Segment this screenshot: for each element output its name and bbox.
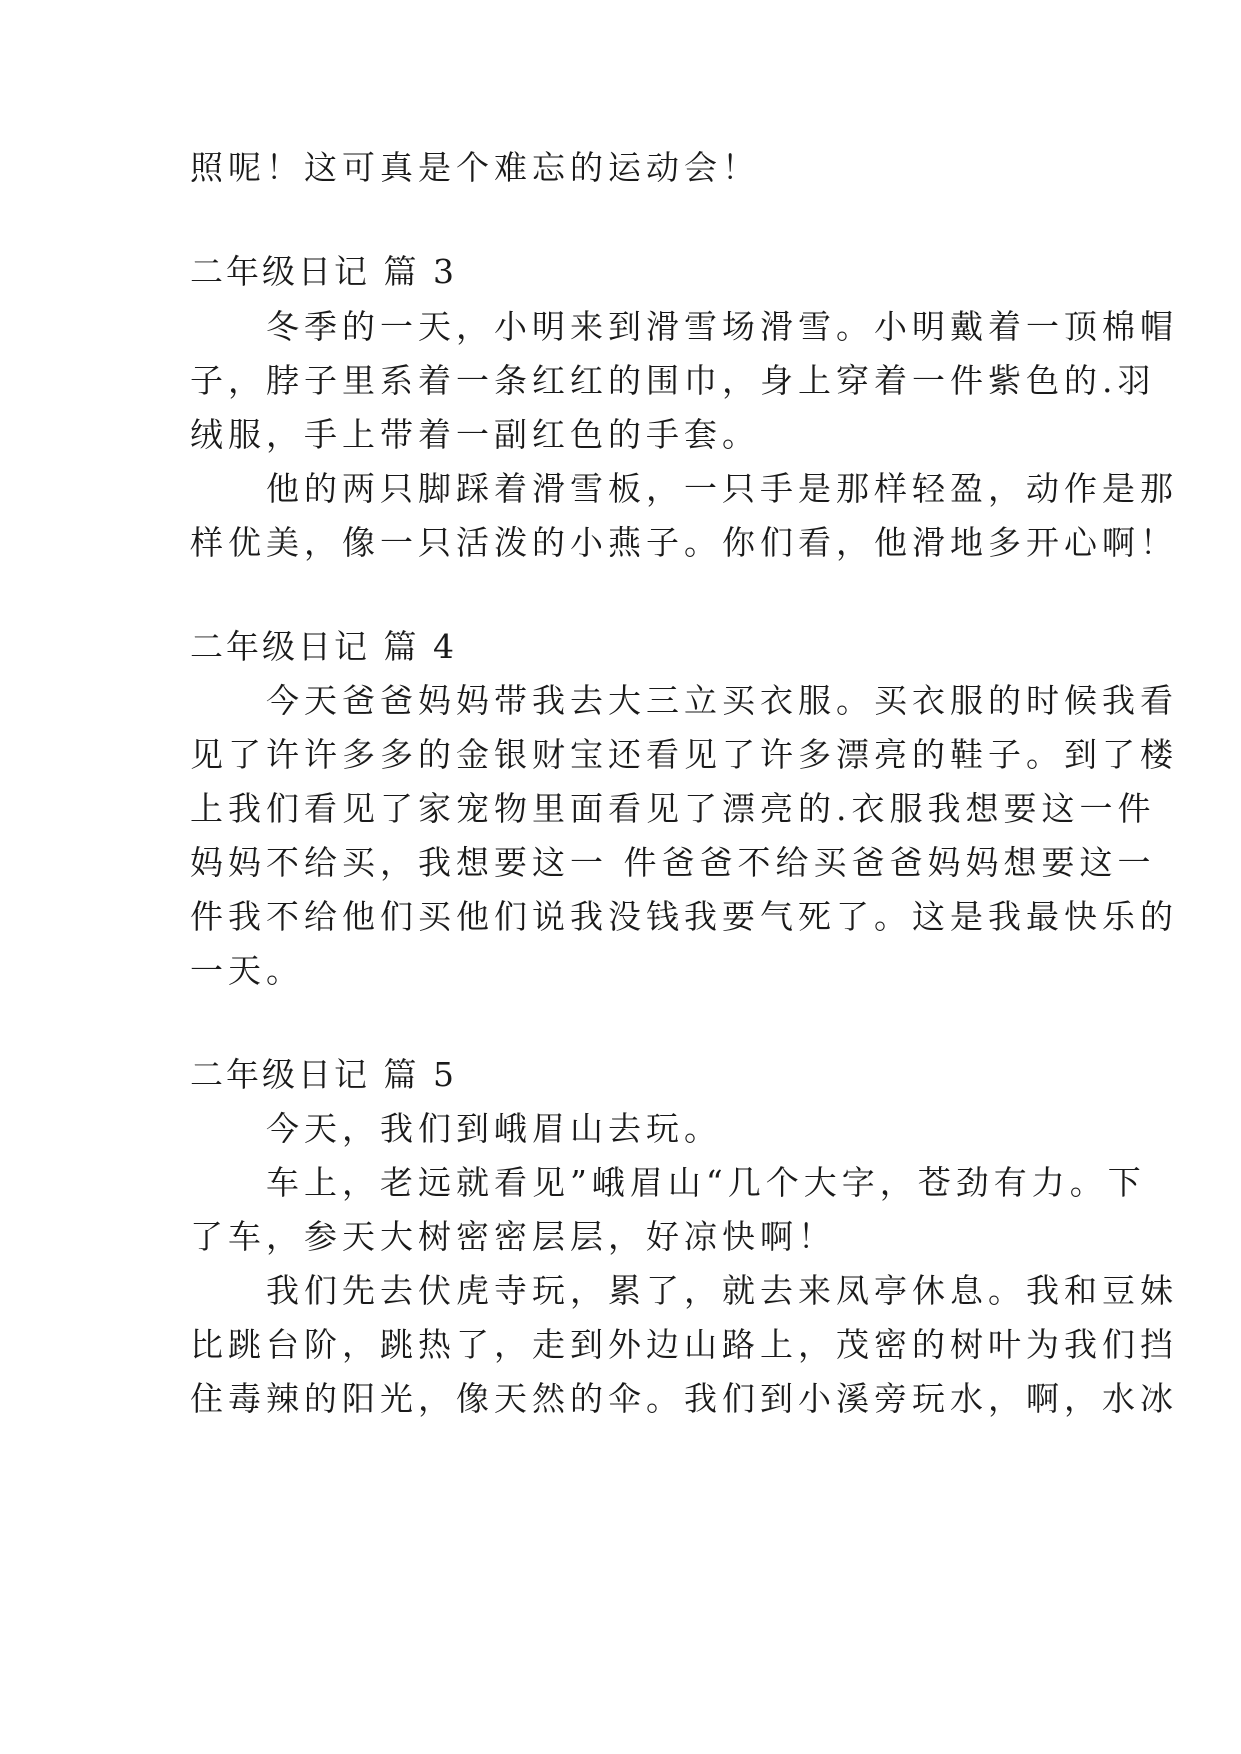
section-heading-5: 二年级日记 篇 5 [190, 1055, 457, 1094]
paragraph-line: 绒服，手上带着一副红色的手套。 [190, 415, 760, 454]
paragraph-line: 车上，老远就看见”峨眉山“几个大字，苍劲有力。下 [190, 1163, 1146, 1202]
paragraph-line: 今天爸爸妈妈带我去大三立买衣服。买衣服的时候我看 [190, 681, 1178, 720]
paragraph-line: 妈妈不给买，我想要这一 件爸爸不给买爸爸妈妈想要这一 [190, 843, 1156, 882]
paragraph-line: 见了许许多多的金银财宝还看见了许多漂亮的鞋子。到了楼 [190, 735, 1178, 774]
paragraph-line: 了车，参天大树密密层层，好凉快啊！ [190, 1217, 836, 1256]
paragraph-line: 今天，我们到峨眉山去玩。 [190, 1109, 722, 1148]
paragraph-line: 子，脖子里系着一条红红的围巾，身上穿着一件紫色的.羽 [190, 361, 1156, 400]
paragraph-line: 件我不给他们买他们说我没钱我要气死了。这是我最快乐的 [190, 897, 1178, 936]
paragraph-line: 样优美，像一只活泼的小燕子。你们看，他滑地多开心啊！ [190, 523, 1178, 562]
paragraph-line: 他的两只脚踩着滑雪板，一只手是那样轻盈，动作是那 [190, 469, 1178, 508]
paragraph-line: 比跳台阶，跳热了，走到外边山路上，茂密的树叶为我们挡 [190, 1325, 1178, 1364]
paragraph-line: 我们先去伏虎寺玩，累了，就去来凤亭休息。我和豆妹 [190, 1271, 1178, 1310]
paragraph-line: 住毒辣的阳光，像天然的伞。我们到小溪旁玩水，啊，水冰 [190, 1379, 1178, 1418]
section-heading-4: 二年级日记 篇 4 [190, 627, 457, 666]
paragraph-line: 冬季的一天，小明来到滑雪场滑雪。小明戴着一顶棉帽 [190, 307, 1178, 346]
paragraph-line: 一天。 [190, 951, 304, 990]
section-heading-3: 二年级日记 篇 3 [190, 252, 457, 291]
paragraph-line: 上我们看见了家宠物里面看见了漂亮的.衣服我想要这一件 [190, 789, 1156, 828]
continuation-text: 照呢！这可真是个难忘的运动会！ [190, 148, 760, 187]
